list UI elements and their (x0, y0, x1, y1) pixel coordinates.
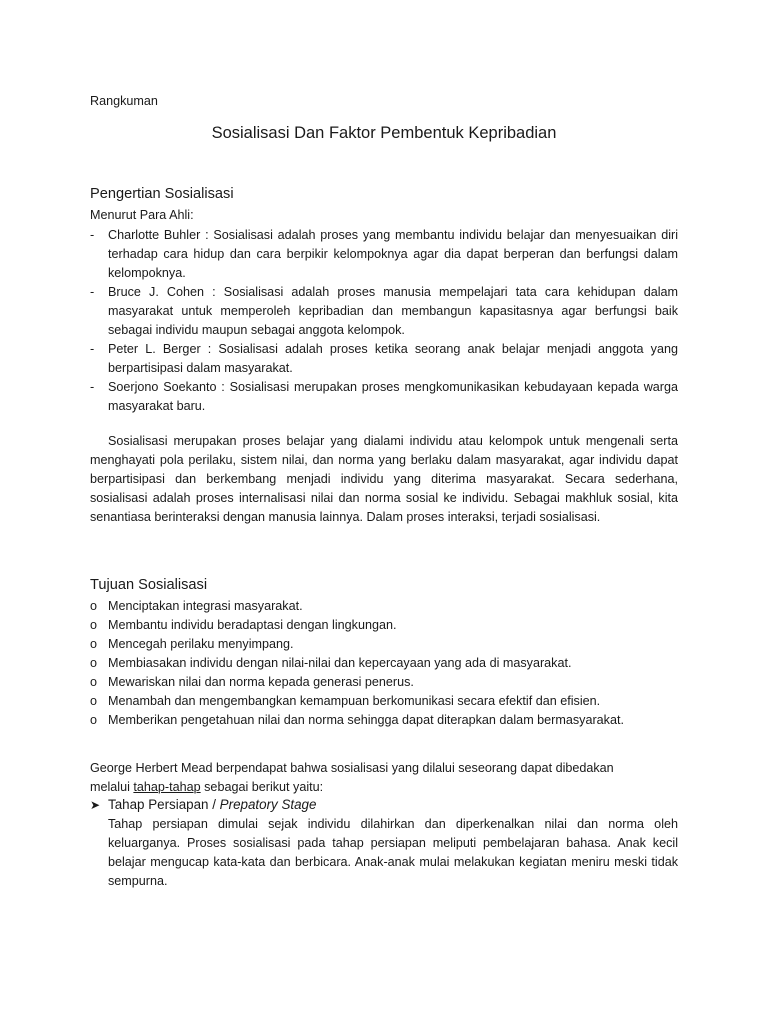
bullet-marker: o (90, 713, 98, 727)
definition-paragraph (90, 432, 678, 527)
expert-text: Peter L. Berger : Sosialisasi adalah proses ketika seorang anak belajar menjadi anggota yang berpartisipasi dalam masyarakat. (108, 342, 678, 375)
document-title: Sosialisasi Dan Faktor Pembentuk Kepribadian (211, 124, 557, 142)
stage-title-italic: Prepatory Stage (219, 797, 317, 812)
mead-intro-line1: George Herbert Mead berpendapat bahwa sosialisasi yang dilalui seseorang dapat dibedakan (90, 761, 614, 775)
experts-list (90, 226, 678, 416)
list-item-goal (90, 654, 678, 673)
expert-text: Charlotte Buhler : Sosialisasi adalah proses yang membantu individu belajar dan menyesuaikan diri terhadap cara hidup dan cara berpikir kelompoknya agar dia dapat berperan dan berfungsi dalam kelompoknya. (108, 228, 678, 280)
document-label: Rangkuman (90, 94, 158, 108)
expert-text: Bruce J. Cohen : Sosialisasi adalah proses manusia mempelajari tata cara kehidupan dalam masyarakat untuk memperoleh kepribadian dan membangun kapasitasnya agar berfungsi baik sebagai individu maupun sebagai anggota kelompok. (108, 285, 678, 337)
stage-description: Tahap persiapan dimulai sejak individu dilahirkan dan diperkenalkan nilai dan norma oleh keluarganya. Proses sosialisasi pada tahap persiapan meliputi pembelajaran bahasa. Anak kecil belajar mengucap kata-kata dan berbicara. Anak-anak mulai melakukan kegiatan meniru meski tidak sempurna. (108, 817, 678, 888)
arrow-bullet-icon: ➤ (90, 798, 101, 812)
dash-marker: - (90, 342, 95, 356)
list-item-goal (90, 635, 678, 654)
list-item-expert (90, 340, 678, 378)
dash-marker: - (90, 228, 95, 242)
definition-paragraph-text: Sosialisasi merupakan proses belajar yang dialami individu atau kelompok untuk mengenali serta menghayati pola perilaku, sistem nilai, dan norma yang berlaku dalam masyarakat, agar individu dapat berpartisipasi dan berkembang menjadi individu yang diterima masyarakat. Secara sederhana, sosialisasi adalah proses internalisasi nilai dan norma sosial ke individu. Sebagai makhluk sosial, kita senantiasa berinteraksi dengan manusia lainnya. Dalam proses interaksi, terjadi sosialisasi. (90, 434, 678, 524)
goal-text: Mewariskan nilai dan norma kepada generasi penerus. (108, 675, 414, 689)
list-item-expert (90, 283, 678, 340)
mead-intro-prefix: melalui (90, 780, 134, 794)
list-item-goal (90, 616, 678, 635)
expert-text: Soerjono Soekanto : Sosialisasi merupakan proses mengkomunikasikan kebudayaan kepada warga masyarakat baru. (108, 380, 678, 413)
bullet-marker: o (90, 637, 98, 651)
mead-intro (90, 759, 678, 797)
bullet-marker: o (90, 656, 98, 670)
mead-intro-suffix: sebagai berikut yaitu: (200, 780, 324, 794)
list-item-goal (90, 673, 678, 692)
list-item-goal (90, 711, 678, 730)
list-item-goal (90, 597, 678, 616)
goal-text: Menciptakan integrasi masyarakat. (108, 599, 303, 613)
stage-title: Tahap Persiapan / (108, 797, 220, 812)
dash-marker: - (90, 285, 95, 299)
bullet-marker: o (90, 599, 98, 613)
experts-intro: Menurut Para Ahli: (90, 208, 194, 222)
list-item-expert (90, 378, 678, 416)
list-item-expert (90, 226, 678, 283)
goal-text: Mencegah perilaku menyimpang. (108, 637, 294, 651)
bullet-marker: o (90, 618, 98, 632)
goal-text: Menambah dan mengembangkan kemampuan berkomunikasi secara efektif dan efisien. (108, 694, 601, 708)
bullet-marker: o (90, 694, 98, 708)
section-heading-goals: Tujuan Sosialisasi (90, 577, 208, 593)
goal-text: Memberikan pengetahuan nilai dan norma sehingga dapat diterapkan dalam bermasyarakat. (108, 713, 624, 727)
dash-marker: - (90, 380, 95, 394)
mead-intro-underlined: tahap-tahap (133, 780, 201, 794)
bullet-marker: o (90, 675, 98, 689)
list-item-goal (90, 692, 678, 711)
section-heading-definition: Pengertian Sosialisasi (90, 186, 234, 202)
goals-list (90, 597, 678, 730)
goal-text: Membiasakan individu dengan nilai-nilai dan kepercayaan yang ada di masyarakat. (108, 656, 572, 670)
stage-heading (90, 797, 316, 812)
goal-text: Membantu individu beradaptasi dengan lingkungan. (108, 618, 397, 632)
